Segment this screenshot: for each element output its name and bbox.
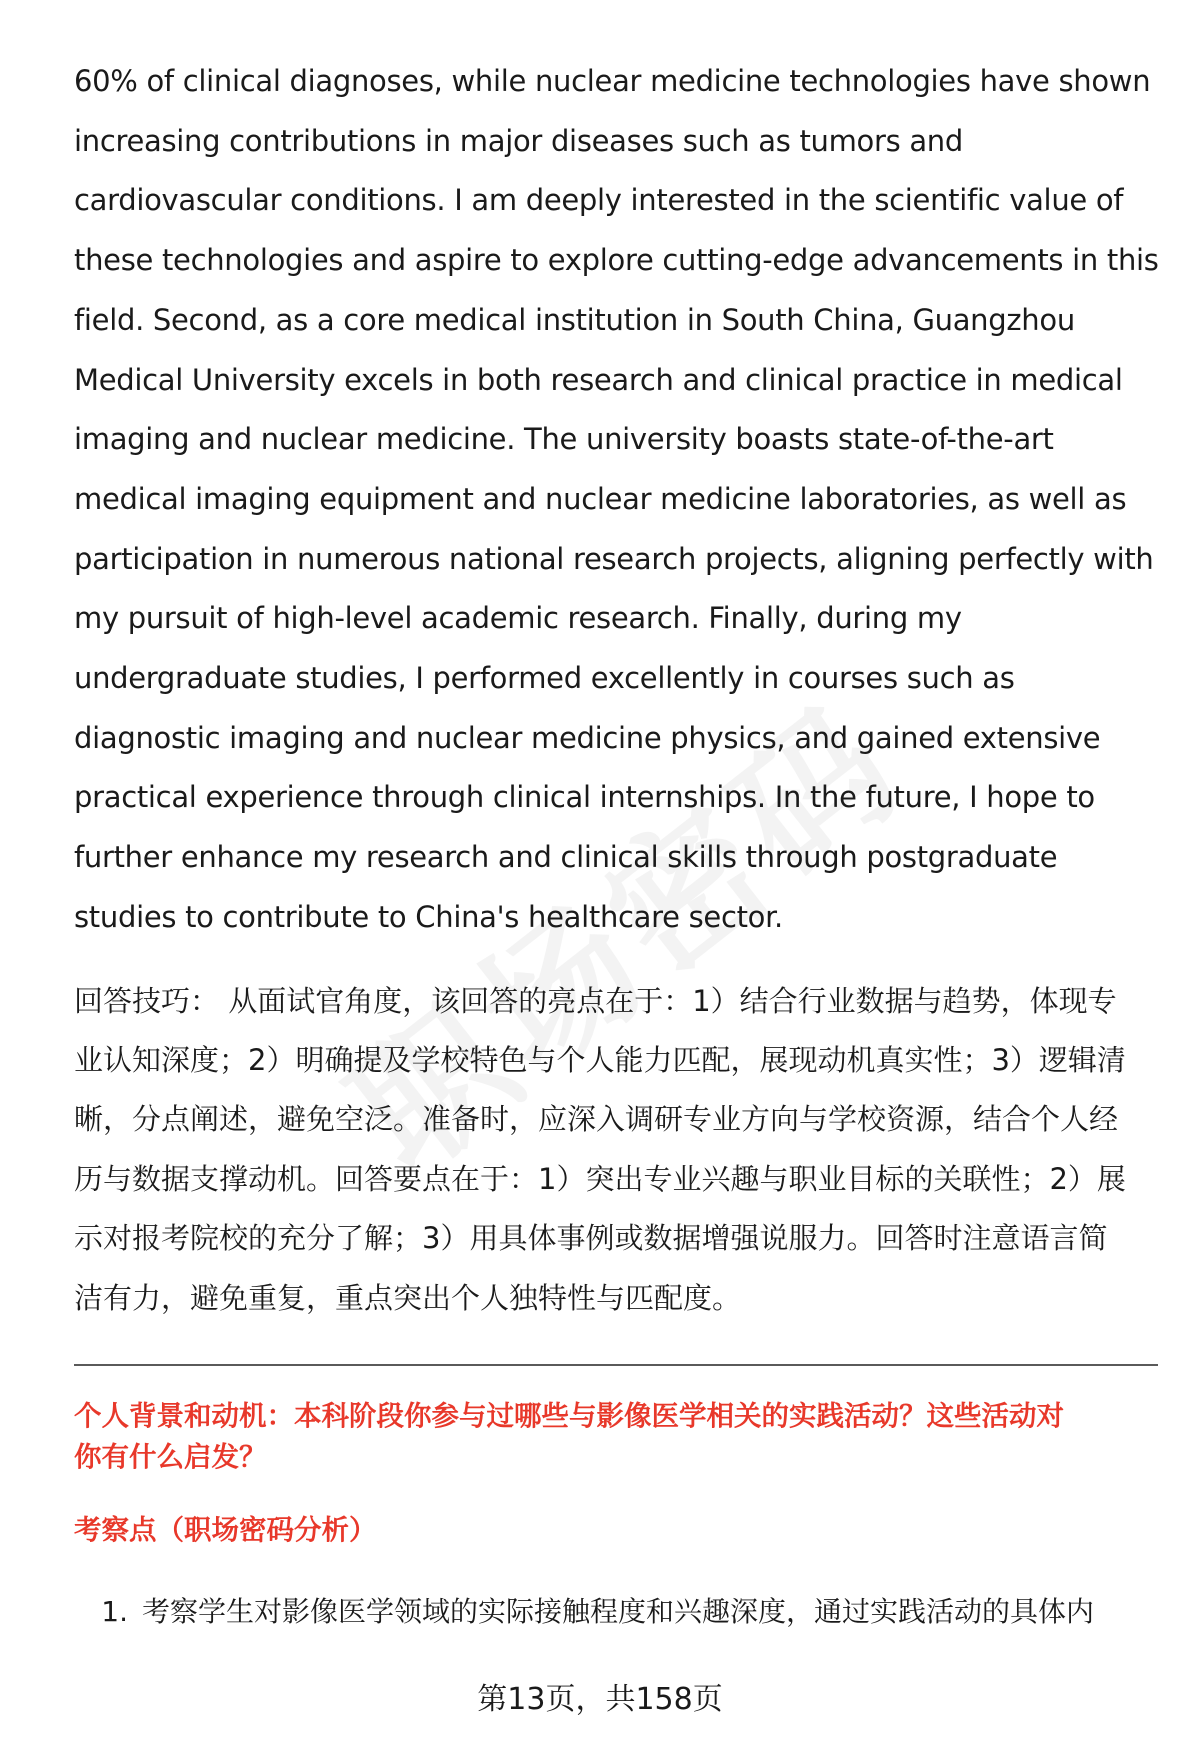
section-divider [74, 1364, 1158, 1366]
tips-line: 历与数据支撑动机。回答要点在于：1）突出专业兴趣与职业目标的关联性；2）展 [74, 1161, 1126, 1196]
answer-tips-paragraph [74, 972, 1164, 1328]
list-item-number: 1. [101, 1594, 128, 1628]
tips-line: 晰，分点阐述，避免空泛。准备时，应深入调研专业方向与学校资源，结合个人经 [74, 1102, 1119, 1137]
answer-line: Medical University excels in both research and clinical practice in medical [74, 362, 1123, 397]
answer-line: practical experience through clinical internships. In the future, I hope to [74, 780, 1095, 815]
answer-line: field. Second, as a core medical institution in South China, Guangzhou [74, 302, 1075, 337]
answer-line: participation in numerous national research projects, aligning perfectly with [74, 541, 1154, 576]
answer-line: imaging and nuclear medicine. The university boasts state-of-the-art [74, 422, 1054, 457]
list-item [74, 1592, 1164, 1632]
question-heading [74, 1396, 1164, 1478]
answer-line: studies to contribute to China's healthcare sector. [74, 899, 783, 934]
tips-line: 回答技巧： 从面试官角度，该回答的亮点在于：1）结合行业数据与趋势，体现专 [74, 983, 1117, 1018]
answer-line: increasing contributions in major diseases such as tumors and [74, 123, 963, 158]
answer-line: 60% of clinical diagnoses, while nuclear medicine technologies have shown [74, 64, 1151, 98]
answer-line: diagnostic imaging and nuclear medicine physics, and gained extensive [74, 720, 1101, 755]
answer-line: further enhance my research and clinical skills through postgraduate [74, 840, 1058, 875]
answer-line: my pursuit of high-level academic research. Finally, during my [74, 601, 962, 636]
list-item-text: 考察学生对影像医学领域的实际接触程度和兴趣深度，通过实践活动的具体内 [142, 1594, 1095, 1628]
tips-line: 业认知深度；2）明确提及学校特色与个人能力匹配，展现动机真实性；3）逻辑清 [74, 1042, 1126, 1077]
question-line: 个人背景和动机：本科阶段你参与过哪些与影像医学相关的实践活动？这些活动对 [74, 1399, 1064, 1432]
answer-line: undergraduate studies, I performed excellently in courses such as [74, 661, 1015, 696]
answer-line: these technologies and aspire to explore cutting-edge advancements in this [74, 243, 1159, 278]
page-content [74, 52, 1164, 1632]
tips-line: 洁有力，避免重复，重点突出个人独特性与匹配度。 [74, 1280, 742, 1315]
answer-line: medical imaging equipment and nuclear medicine laboratories, as well as [74, 481, 1127, 516]
answer-paragraph [74, 52, 1164, 948]
assessment-points-heading: 考察点（职场密码分析） [74, 1513, 377, 1546]
tips-line: 示对报考院校的充分了解；3）用具体事例或数据增强说服力。回答时注意语言简 [74, 1221, 1108, 1256]
question-line: 你有什么启发？ [74, 1440, 267, 1473]
page-number-footer: 第13页，共158页 [477, 1682, 723, 1717]
answer-line: cardiovascular conditions. I am deeply interested in the scientific value of [74, 183, 1124, 218]
